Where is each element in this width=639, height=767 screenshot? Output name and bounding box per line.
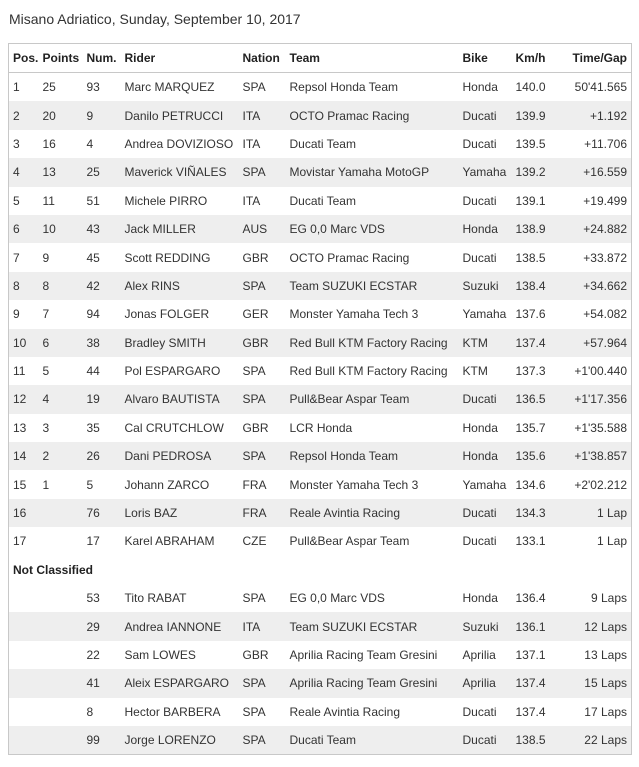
cell-bike: Ducati xyxy=(462,193,497,208)
cell-team: Aprilia Racing Team Gresini xyxy=(286,669,459,697)
cell-points xyxy=(39,669,83,697)
cell-kmh: 138.9 xyxy=(512,215,552,243)
cell-bike: Honda xyxy=(459,215,512,243)
cell-points xyxy=(39,612,83,640)
cell-points xyxy=(39,726,83,755)
cell-bike: Ducati xyxy=(459,726,512,755)
cell-rider: Alex RINS xyxy=(121,272,239,300)
cell-num: 4 xyxy=(86,136,94,151)
cell-team: Ducati Team xyxy=(289,193,356,208)
cell-rider: Maverick VIÑALES xyxy=(121,158,239,186)
cell-gap: 9 Laps xyxy=(590,591,627,606)
cell-kmh: 137.4 xyxy=(512,329,552,357)
cell-points: 1 xyxy=(42,477,50,492)
cell-kmh: 140.0 xyxy=(515,80,546,95)
cell-pos xyxy=(9,612,39,640)
cell-pos: 8 xyxy=(9,272,39,300)
cell-gap: +1'00.440 xyxy=(574,364,627,379)
cell-rider: Karel ABRAHAM xyxy=(124,534,215,549)
cell-pos: 5 xyxy=(13,193,20,208)
cell-team: Repsol Honda Team xyxy=(286,442,459,470)
cell-team: OCTO Pramac Racing xyxy=(286,101,459,129)
header-num: Num. xyxy=(83,44,121,73)
cell-team: Monster Yamaha Tech 3 xyxy=(289,307,419,322)
cell-points: 13 xyxy=(39,158,83,186)
cell-nation: GBR xyxy=(242,648,269,662)
cell-team: LCR Honda xyxy=(289,420,353,435)
cell-rider: Hector BARBERA xyxy=(124,704,221,719)
cell-team: Pull&Bear Aspar Team xyxy=(286,385,459,413)
cell-gap: +19.499 xyxy=(583,193,627,208)
cell-team: Pull&Bear Aspar Team xyxy=(289,534,410,549)
cell-nation: SPA xyxy=(239,726,286,755)
cell-bike: Yamaha xyxy=(462,307,507,322)
cell-num: 99 xyxy=(83,726,121,755)
table-row xyxy=(9,357,632,385)
cell-pos: 7 xyxy=(13,250,20,265)
cell-bike: Suzuki xyxy=(459,612,512,640)
cell-kmh: 137.1 xyxy=(515,648,546,662)
table-row xyxy=(9,612,632,640)
cell-bike: Ducati xyxy=(459,499,512,527)
cell-kmh: 137.4 xyxy=(512,669,552,697)
header-nation: Nation xyxy=(239,44,286,73)
table-row xyxy=(9,726,632,755)
cell-num: 9 xyxy=(83,101,121,129)
table-row xyxy=(9,698,632,726)
cell-num: 43 xyxy=(83,215,121,243)
cell-team: Reale Avintia Racing xyxy=(286,499,459,527)
cell-num: 76 xyxy=(83,499,121,527)
cell-pos: 6 xyxy=(9,215,39,243)
cell-pos xyxy=(9,698,39,726)
cell-rider: Sam LOWES xyxy=(124,648,196,662)
cell-pos xyxy=(9,726,39,755)
cell-team: OCTO Pramac Racing xyxy=(289,250,410,265)
cell-nation: SPA xyxy=(239,385,286,413)
cell-points xyxy=(39,641,83,669)
header-gap: Time/Gap xyxy=(552,44,632,73)
header-row xyxy=(9,44,632,73)
cell-nation: GBR xyxy=(242,250,269,265)
cell-num: 38 xyxy=(83,329,121,357)
table-row xyxy=(9,243,632,271)
cell-points: 20 xyxy=(39,101,83,129)
cell-rider: Jorge LORENZO xyxy=(121,726,239,755)
cell-bike: Ducati xyxy=(459,385,512,413)
table-row xyxy=(9,669,632,697)
table-row xyxy=(9,527,632,555)
cell-gap: 1 Lap xyxy=(596,534,627,549)
header-points: Points xyxy=(39,44,83,73)
cell-kmh: 134.3 xyxy=(512,499,552,527)
cell-num: 8 xyxy=(86,704,94,719)
cell-kmh: 139.9 xyxy=(512,101,552,129)
cell-gap: 22 Laps xyxy=(552,726,632,755)
results-caption: Misano Adriatico, Sunday, September 10, 2017 xyxy=(9,11,301,27)
cell-bike: Honda xyxy=(462,591,498,606)
cell-bike: Yamaha xyxy=(462,477,507,492)
cell-num: 19 xyxy=(83,385,121,413)
cell-num: 42 xyxy=(83,272,121,300)
cell-bike: Ducati xyxy=(462,250,497,265)
cell-nation: CZE xyxy=(242,534,267,549)
cell-gap: 1 Lap xyxy=(552,499,632,527)
cell-team: Red Bull KTM Factory Racing xyxy=(286,329,459,357)
cell-gap: +1'17.356 xyxy=(552,385,632,413)
cell-rider: Loris BAZ xyxy=(121,499,239,527)
cell-points: 3 xyxy=(42,420,50,435)
cell-num: 35 xyxy=(86,420,100,435)
header-kmh: Km/h xyxy=(512,44,552,73)
cell-points: 11 xyxy=(42,193,55,208)
table-row xyxy=(9,215,632,243)
cell-rider: Jonas FOLGER xyxy=(124,307,210,322)
cell-gap: +1'35.588 xyxy=(574,420,627,435)
cell-gap: +1.192 xyxy=(552,101,632,129)
cell-pos: 16 xyxy=(9,499,39,527)
cell-bike: Honda xyxy=(462,420,498,435)
table-row xyxy=(9,158,632,186)
cell-rider: Andrea IANNONE xyxy=(121,612,239,640)
cell-kmh: 138.5 xyxy=(512,726,552,755)
cell-points xyxy=(39,584,83,612)
cell-num: 29 xyxy=(83,612,121,640)
cell-pos: 4 xyxy=(9,158,39,186)
cell-gap: 17 Laps xyxy=(584,704,627,719)
cell-gap: +11.706 xyxy=(584,136,627,151)
cell-num: 17 xyxy=(86,534,100,549)
cell-pos: 14 xyxy=(9,442,39,470)
cell-nation: SPA xyxy=(242,704,266,719)
cell-kmh: 137.6 xyxy=(515,307,546,322)
cell-kmh: 137.3 xyxy=(515,364,546,379)
cell-kmh: 138.4 xyxy=(512,272,552,300)
cell-rider: Michele PIRRO xyxy=(124,193,208,208)
cell-kmh: 138.5 xyxy=(515,250,546,265)
cell-nation: GBR xyxy=(242,420,269,435)
cell-rider: Johann ZARCO xyxy=(124,477,210,492)
cell-nation: FRA xyxy=(242,477,267,492)
table-row xyxy=(9,442,632,470)
cell-team: Red Bull KTM Factory Racing xyxy=(289,364,448,379)
cell-points: 7 xyxy=(42,307,50,322)
cell-rider: Cal CRUTCHLOW xyxy=(124,420,224,435)
cell-points: 5 xyxy=(42,364,50,379)
table-row xyxy=(9,584,632,612)
cell-num: 41 xyxy=(83,669,121,697)
cell-nation: SPA xyxy=(239,158,286,186)
cell-nation: GBR xyxy=(239,329,286,357)
table-row xyxy=(9,272,632,300)
cell-kmh: 134.6 xyxy=(515,477,546,492)
results-table xyxy=(8,43,632,755)
cell-nation: SPA xyxy=(239,272,286,300)
cell-bike: KTM xyxy=(459,329,512,357)
cell-nation: SPA xyxy=(242,591,266,606)
table-row xyxy=(9,641,632,669)
cell-team: Team SUZUKI ECSTAR xyxy=(286,612,459,640)
cell-team: Ducati Team xyxy=(289,136,356,151)
cell-nation: ITA xyxy=(239,101,286,129)
cell-bike: Honda xyxy=(459,442,512,470)
cell-num: 93 xyxy=(86,80,100,95)
cell-pos: 13 xyxy=(13,420,27,435)
cell-points: 6 xyxy=(39,329,83,357)
cell-team: Monster Yamaha Tech 3 xyxy=(289,477,419,492)
cell-kmh: 139.5 xyxy=(515,136,546,151)
cell-nation: SPA xyxy=(242,80,266,95)
cell-gap: +57.964 xyxy=(552,329,632,357)
cell-team: Ducati Team xyxy=(286,726,459,755)
cell-rider: Tito RABAT xyxy=(124,591,187,606)
cell-bike: Yamaha xyxy=(459,158,512,186)
cell-points: 8 xyxy=(39,272,83,300)
results-body xyxy=(9,73,632,755)
table-row xyxy=(9,470,632,498)
cell-rider: Danilo PETRUCCI xyxy=(121,101,239,129)
cell-num: 44 xyxy=(86,364,100,379)
cell-num: 53 xyxy=(86,591,100,606)
cell-num: 94 xyxy=(86,307,100,322)
cell-rider: Dani PEDROSA xyxy=(121,442,239,470)
cell-gap: 13 Laps xyxy=(584,648,627,662)
cell-kmh: 136.1 xyxy=(512,612,552,640)
header-team: Team xyxy=(286,44,459,73)
cell-num: 26 xyxy=(83,442,121,470)
cell-gap: 15 Laps xyxy=(552,669,632,697)
cell-points: 4 xyxy=(39,385,83,413)
cell-points xyxy=(39,499,83,527)
cell-rider: Andrea DOVIZIOSO xyxy=(124,136,234,151)
cell-pos: 12 xyxy=(9,385,39,413)
cell-points xyxy=(39,698,83,726)
cell-pos: 10 xyxy=(9,329,39,357)
cell-pos xyxy=(9,669,39,697)
cell-pos: 17 xyxy=(13,534,27,549)
table-row xyxy=(9,385,632,413)
cell-gap: +24.882 xyxy=(552,215,632,243)
cell-pos: 3 xyxy=(13,136,20,151)
table-row xyxy=(9,130,632,158)
cell-kmh: 137.4 xyxy=(515,704,546,719)
cell-gap: +54.082 xyxy=(583,307,627,322)
cell-kmh: 139.2 xyxy=(512,158,552,186)
table-row xyxy=(9,187,632,215)
cell-gap: 50'41.565 xyxy=(574,80,627,95)
cell-points xyxy=(39,527,83,555)
cell-kmh: 135.7 xyxy=(515,420,546,435)
cell-team: Team SUZUKI ECSTAR xyxy=(286,272,459,300)
cell-nation: SPA xyxy=(239,669,286,697)
cell-team: EG 0,0 Marc VDS xyxy=(289,591,385,606)
cell-kmh: 133.1 xyxy=(515,534,546,549)
cell-bike: Honda xyxy=(462,80,498,95)
cell-bike: Aprilia xyxy=(462,648,496,662)
cell-pos: 15 xyxy=(13,477,27,492)
cell-team: Reale Avintia Racing xyxy=(289,704,401,719)
cell-gap: +34.662 xyxy=(552,272,632,300)
table-row xyxy=(9,329,632,357)
cell-num: 5 xyxy=(86,477,94,492)
cell-nation: ITA xyxy=(242,136,261,151)
table-row xyxy=(9,73,632,102)
cell-pos: 2 xyxy=(9,101,39,129)
table-row xyxy=(9,101,632,129)
cell-rider: Aleix ESPARGARO xyxy=(121,669,239,697)
cell-nation: ITA xyxy=(242,193,261,208)
header-pos: Pos. xyxy=(9,44,39,73)
cell-kmh: 139.1 xyxy=(515,193,546,208)
cell-pos: 1 xyxy=(13,80,20,95)
cell-pos: 9 xyxy=(13,307,20,322)
cell-kmh: 136.5 xyxy=(512,385,552,413)
cell-bike: Ducati xyxy=(462,704,497,719)
cell-bike: Suzuki xyxy=(459,272,512,300)
table-row xyxy=(9,499,632,527)
cell-nation: SPA xyxy=(239,442,286,470)
cell-bike: KTM xyxy=(462,364,488,379)
cell-kmh: 135.6 xyxy=(512,442,552,470)
cell-team: Repsol Honda Team xyxy=(289,80,399,95)
cell-nation: AUS xyxy=(239,215,286,243)
cell-nation: GER xyxy=(242,307,269,322)
cell-gap: +33.872 xyxy=(583,250,627,265)
header-bike: Bike xyxy=(459,44,512,73)
cell-points: 16 xyxy=(42,136,56,151)
cell-rider: Jack MILLER xyxy=(121,215,239,243)
cell-gap: +2'02.212 xyxy=(574,477,627,492)
table-row xyxy=(9,300,632,328)
cell-rider: Pol ESPARGARO xyxy=(124,364,221,379)
cell-team: Movistar Yamaha MotoGP xyxy=(286,158,459,186)
cell-points: 10 xyxy=(39,215,83,243)
cell-num: 25 xyxy=(83,158,121,186)
cell-bike: Aprilia xyxy=(459,669,512,697)
cell-num: 45 xyxy=(86,250,100,265)
cell-gap: +1'38.857 xyxy=(552,442,632,470)
header-rider: Rider xyxy=(121,44,239,73)
cell-num: 51 xyxy=(86,193,100,208)
cell-pos xyxy=(9,641,39,669)
cell-bike: Ducati xyxy=(462,534,497,549)
cell-gap: 12 Laps xyxy=(552,612,632,640)
cell-rider: Marc MARQUEZ xyxy=(124,80,215,95)
cell-rider: Scott REDDING xyxy=(124,250,211,265)
cell-rider: Bradley SMITH xyxy=(121,329,239,357)
cell-rider: Alvaro BAUTISTA xyxy=(121,385,239,413)
cell-team: Aprilia Racing Team Gresini xyxy=(289,648,438,662)
cell-bike: Ducati xyxy=(459,101,512,129)
cell-pos xyxy=(9,584,39,612)
cell-num: 22 xyxy=(86,648,100,662)
cell-nation: FRA xyxy=(239,499,286,527)
cell-nation: ITA xyxy=(239,612,286,640)
cell-kmh: 136.4 xyxy=(515,591,546,606)
not-classified-row xyxy=(9,556,632,584)
table-row xyxy=(9,414,632,442)
cell-points: 9 xyxy=(42,250,50,265)
cell-points: 2 xyxy=(39,442,83,470)
not-classified-label: Not Classified xyxy=(9,556,632,584)
cell-points: 25 xyxy=(42,80,56,95)
cell-pos: 11 xyxy=(13,364,26,379)
cell-team: EG 0,0 Marc VDS xyxy=(286,215,459,243)
cell-nation: SPA xyxy=(242,364,266,379)
cell-gap: +16.559 xyxy=(552,158,632,186)
cell-bike: Ducati xyxy=(462,136,497,151)
